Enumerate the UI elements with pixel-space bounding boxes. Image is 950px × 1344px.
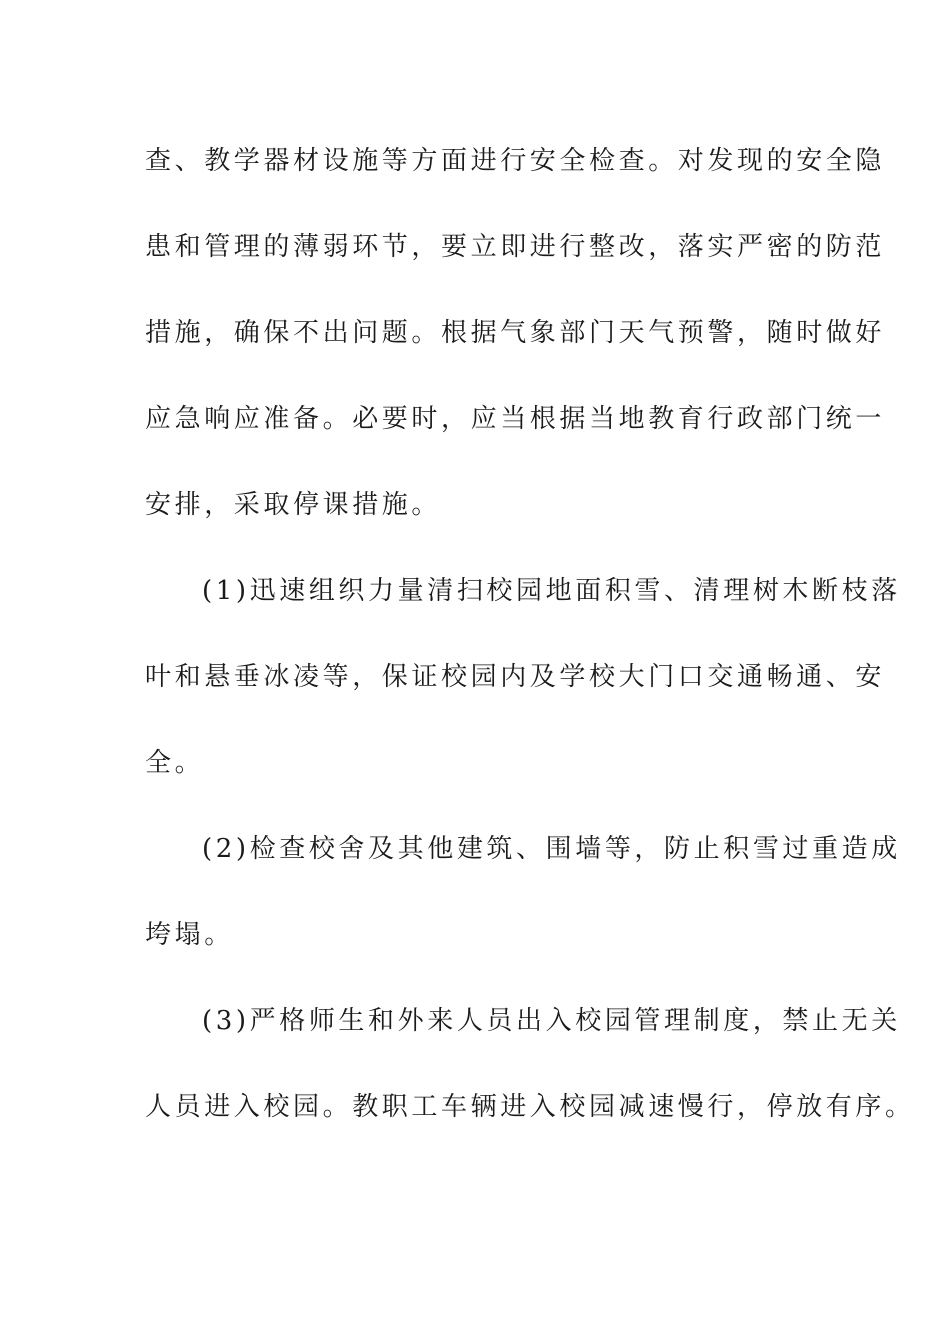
list-item-1-line: (1)迅速组织力量清扫校园地面积雪、清理树木断枝落: [202, 576, 901, 606]
list-item-1-line: 全。: [145, 748, 205, 778]
body-text-line: 安排，采取停课措施。: [145, 490, 442, 520]
body-text-line: 患和管理的薄弱环节，要立即进行整改，落实严密的防范: [145, 232, 886, 262]
list-item-3-line: (3)严格师生和外来人员出入校园管理制度，禁止无关: [202, 1006, 901, 1036]
list-item-3-line: 人员进入校园。教职工车辆进入校园减速慢行，停放有序。: [145, 1092, 915, 1122]
list-item-2-line: 垮塌。: [145, 920, 234, 950]
body-text-line: 应急响应准备。必要时，应当根据当地教育行政部门统一: [145, 404, 886, 434]
body-text-line: 查、教学器材设施等方面进行安全检查。对发现的安全隐: [145, 146, 886, 176]
list-item-1-line: 叶和悬垂冰凌等，保证校园内及学校大门口交通畅通、安: [145, 662, 886, 692]
body-text-line: 措施，确保不出问题。根据气象部门天气预警，随时做好: [145, 318, 886, 348]
list-item-2-line: (2)检查校舍及其他建筑、围墙等，防止积雪过重造成: [202, 834, 901, 864]
